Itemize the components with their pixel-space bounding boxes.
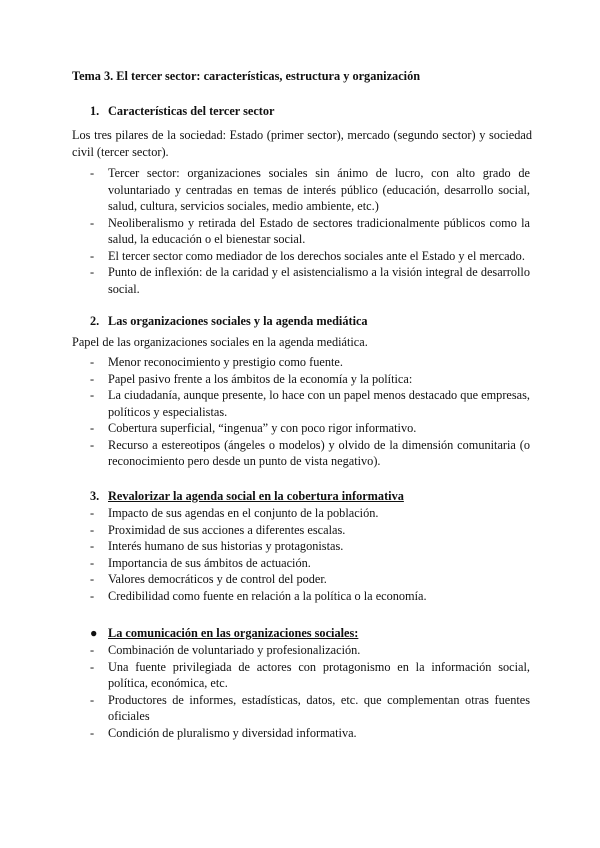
section-2-list	[90, 354, 530, 470]
list-item: - Combinación de voluntariado y profesionalización.	[90, 642, 530, 659]
section-2-number: 2.	[90, 314, 100, 328]
section-1-title: Características del tercer sector	[108, 104, 275, 118]
section-2-heading	[90, 314, 368, 329]
section-2-intro: Papel de las organizaciones sociales en la agenda mediática.	[72, 335, 368, 349]
list-item: - Cobertura superficial, “ingenua” y con poco rigor informativo.	[90, 420, 530, 437]
section-4-title: La comunicación en las organizaciones sociales:	[108, 626, 359, 640]
section-1-heading	[90, 104, 275, 119]
section-2-title: Las organizaciones sociales y la agenda mediática	[108, 314, 368, 328]
section-3-title: Revalorizar la agenda social en la cobertura informativa	[108, 489, 404, 503]
list-item: - Tercer sector: organizaciones sociales sin ánimo de lucro, con alto grado de voluntariado y centradas en temas de interés público (educación, desarrollo social, salud, cultura, servicios sociales, medio ambiente, etc.)	[90, 165, 530, 215]
list-item: - Interés humano de sus historias y protagonistas.	[90, 538, 530, 555]
list-item: - Proximidad de sus acciones a diferentes escalas.	[90, 522, 530, 539]
section-3-number: 3.	[90, 489, 100, 503]
section-3-heading	[90, 489, 404, 504]
list-item: - Recurso a estereotipos (ángeles o modelos) y olvido de la dimensión comunitaria (o reconocimiento pero desde un punto de vista negativo).	[90, 437, 530, 470]
list-item: - Una fuente privilegiada de actores con protagonismo en la información social, política, económica, etc.	[90, 659, 530, 692]
section-3-list	[90, 505, 530, 604]
list-item: - Impacto de sus agendas en el conjunto de la población.	[90, 505, 530, 522]
section-4-heading	[90, 626, 358, 641]
list-item: - Neoliberalismo y retirada del Estado de sectores tradicionalmente públicos como la salud, la educación o el bienestar social.	[90, 215, 530, 248]
list-item: - Punto de inflexión: de la caridad y el asistencialismo a la visión integral de desarrollo social.	[90, 264, 530, 297]
list-item: - Valores democráticos y de control del poder.	[90, 571, 530, 588]
list-item: - Credibilidad como fuente en relación a la política o la economía.	[90, 588, 530, 605]
section-1-number: 1.	[90, 104, 100, 118]
section-4-list	[90, 642, 530, 741]
list-item: - Menor reconocimiento y prestigio como fuente.	[90, 354, 530, 371]
section-1-intro: Los tres pilares de la sociedad: Estado (primer sector), mercado (segundo sector) y sociedad civil (tercer sector).	[72, 128, 532, 159]
list-item: - Papel pasivo frente a los ámbitos de la economía y la política:	[90, 371, 530, 388]
list-item: - Importancia de sus ámbitos de actuación.	[90, 555, 530, 572]
list-item: - Condición de pluralismo y diversidad informativa.	[90, 725, 530, 742]
list-item: - La ciudadanía, aunque presente, lo hace con un papel menos destacado que empresas, políticos y especialistas.	[90, 387, 530, 420]
list-item: - El tercer sector como mediador de los derechos sociales ante el Estado y el mercado.	[90, 248, 530, 265]
section-1-list	[90, 165, 530, 297]
list-item: - Productores de informes, estadísticas, datos, etc. que complementan otras fuentes oficiales	[90, 692, 530, 725]
document-title: Tema 3. El tercer sector: características, estructura y organización	[72, 69, 421, 83]
bullet-icon: ●	[90, 626, 98, 640]
